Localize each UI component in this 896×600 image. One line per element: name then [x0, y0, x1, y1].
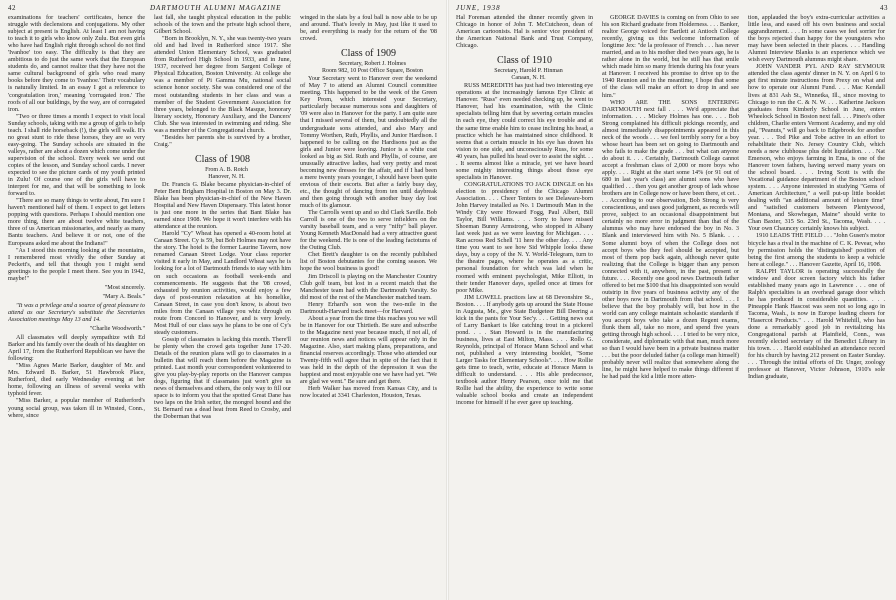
paragraph: examinations for teachers' certificates, hence the struggle with declensions and conjugations. My other subject at present is English. At least I am not having to teach it to girls who know only Zulu. But even girls who have had English right through school do not find 'Ivanhoe' too easy. The difficulty is that they are ambitious to do just the same work that the European students do, and cannot realize that they have not the same cultural background of girls who read many books before they come to 'Ivanhoe.' Their vocabulary is naturally limited. In an essay I got a reference to 'congratulation iron,' meaning 'corrugated iron.' The roofs of all our buildings, by the way, are of corrugated iron. [8, 14, 145, 113]
class-secretary: Secretary, Harold P. Hinman [494, 68, 563, 75]
right-columns [456, 14, 885, 596]
paragraph: JIM LOWELL practices law at 68 Devonshire St., Boston. . . . If anybody gets up around the State House in Augusta, Me., give State Budgeteer Bill Deering a kick in the pants for Your Sec'y. . . . Getting news out of Larry Bankart is like catching trout in a pickerel pond. . . . Stan Howard is in the manufacturing business, lives at East Milton, Mass. . . . Rollo G. Reynolds, principal of Horace Mann School and what not, published a very interesting booklet, "Some Larger Tasks for Elementary Schools". . . . How Rollie gets time to teach, write, educate at Horace Mann is difficult to understand. . . . His able predecessor, textbook author Henry Pearson, once told me that Rollie had the ability, the experience to write some valuable school books and create an independent income for himself if he ever gave up teaching. [456, 293, 593, 407]
paragraph: GEORGE DAVIES is coming on from Ohio to see his son Richard graduate from Holderness. . . . Banker, realtor George voiced for Bartlett at Antioch College recently, giving us this welcome information of longtime Jex: "de la professor of French . . . has never married, and as to his mother died two years ago, he is rather alone in the world, but he still has that smile which made him so many friends during his four years at Hanover. I received his promise to drive up to the 1940 Reunion and in the meantime, I hope that some of the class will make an effort to drop in and see him." [602, 14, 739, 99]
left-masthead: DARTMOUTH ALUMNI MAGAZINE [150, 4, 282, 12]
paragraph: "Besides her parents she is survived by a brother, Craig." [154, 133, 291, 148]
signature-line: "Most sincerely. [104, 283, 145, 291]
paragraph: RUSS MEREDITH has just had two interesting eye operations at the increasingly famous Eye Clinic at Hanover. "Russ" even needed checking up, he went to Hanover, had his examination, with the Clinic specialists telling him that by severing certain muscles in each eye, they could correct his eye trouble and at the same time enable him to cease inclining his head, a practice which he has maintained since childhood. It seems that a certain muscle in his eye has drawn his vision to one side, and unconsciously Russ, for some 40 years, has pulled his head over to assist the sight. . . . It seems almost like a miracle, yet we have heard some mighty interesting things about those eye specialists in Hanover. [456, 82, 593, 181]
paragraph: winged in the slats by a foul ball is now able to be up and around. That's lovely in May, just like it used to be, and everything is ready for the return of the '08 crowd. [300, 14, 437, 43]
paragraph: CONGRATULATIONS TO JACK DINGLE on his election to presidency of the Chicago Alumni Association. . . . Cheer Tenters to see Delaware-born John Harvey installed as No. 1 Dartmouth Man in the Windy City were Howard Fogg, Paul Albert, Bill Taylor, Bill Williams. . . . Sorry to have missed Shoeman Bunny Armstrong, who stopped in Albany last week just as we were leaving for Michigan. . . . Ran across Red Schell '11 here the other day. . . . Any time you want to see how Sid Whipple looks these days, buy a copy of the N. Y. World-Telegram, turn to the theatre pages, where he operates as a critic, personal foundation for which was laid when he roomed with eminent psychologist, Mike Elliott, in their tender Hanover days, spelled once at times for poor Mike. [456, 180, 593, 294]
class-heading-1908: Class of 1908 [195, 153, 250, 165]
left-column-3 [300, 14, 437, 596]
quote-paragraph: "It was a privilege and a source of great pleasure to attend as our Secretary's substitute the Secretaries Association meetings May 13 and 14. [8, 301, 145, 323]
left-page-number: 42 [8, 4, 16, 12]
paragraph: Herb Walker has moved from Kansas City, and is now located at 3341 Charleston, Houston, Texas. [300, 385, 437, 400]
left-columns [8, 14, 437, 596]
paragraph: "Born in Brooklyn, N. Y., she was twenty-two years old and had lived in Rutherford since 1917. She attended Union Elementary School, was graduated from Rutherford High School in 1933, and in June, 1937, received her degree from Sargent College of Physical Education, Boston University. At college she was a member of Pi Gamma Mu, national social science honor society. She was considered one of the most outstanding students in her class and was a member of the Student Government Association for three years, belonged to the Black Masque, honorary literary society, Honorary Auxiliary, and the Dancers' Club. She was interested in swimming and riding. She was a member of the Congregational church. [154, 35, 291, 134]
paragraph: last fall, she taught physical education in the public schools of the town and the private high school there, Gilbert School. [154, 14, 291, 36]
paragraph: "Miss Barker, a popular member of Rutherford's young social group, was taken ill in Winsted, Conn., where, since [8, 397, 145, 419]
paragraph: Henry Erhard's son won the two-mile in the Dartmouth-Harvard track meet—for Harvard. [300, 300, 437, 315]
paragraph: WHO ARE THE SONS ENTERING DARTMOUTH next fall . . . . We'd appreciate that information. . . . Mickey Holmes has one. . . . Bob Strong complained his difficult pickings recently, and almost immediately disappointments appeared in this neck of the woods . . . we feel terribly sorry for a boy whose heart has been set on going to Dartmouth and who fails to make the grade . . . but what can anyone do about it. . . . Certainly, Dartmouth College cannot accept a freshman class of 2,000 or more boys who apply. . . . Right at the start some 14% (or 91 out of 680 in last year's class) are alumni sons who have qualified . . . then you get another group of lads whose brothers are in College now or have been there, et cet. . . . According to our observation, Bob Strong is very conscientious, and uses good judgment, as records will prove, subject to an occasional disappointment but certainly no more error in judgment than that of the alumnus who may have endorsed the boy in No. 3 Blank and interviewed him with No. 5 Blank. . . . Some alumni boys of when the College does not accept boys who they feel should be accepted, but most of them pop back again, although never quite realizing that the College is bigger than any person connected with it, anywhere, in the past, present or future. . . . Recently one good news Dartmouth father offered to bet me $100 that his disappointed son would outstrip in five years of business activity any of the other boys now in Dartmouth from that school. . . . I believe that the boy probably will, but how in the world can any college maintain scholastic standards if you accept boys who take a dozen Regent exams, flunk them all, take no more, and spend five years getting through high school. . . . I tried to be very nice, considerate, and diplomatic with that man, much more so than I would have been in a private business matter . . . but the poor deluded father (a college man himself) probably never will realize that somewhere along the line, he might have helped to make things different if he had paid the kid a little more atten- [602, 98, 739, 381]
paragraph: Chet Brett's daughter is on the recently published list of Boston debutantes for the coming season. We hope the wool business is good! [300, 251, 437, 273]
right-column-3 [748, 14, 885, 596]
paragraph: 1910 LEADS THE FIELD . . . "John Gusen's motor bicycle has a rival in the machine of C. K. Pevear, who by permission holds the 'distinguished' position of being the first among the students to keep a vehicle here at college." . . . Hanover Gazette, April 16, 1908. [748, 232, 885, 268]
paragraph: Harold "Cy" Wheat has opened a 40-room hotel at Canaan Street. Cy is 59, but Bob Holmes may not have the story. The hotel is the former Laurine Tavern, now renamed Canaan Street Lodge. Your class reporter visited it early in May, and Landlord Wheat says he is looking for a lot of Dartmouth friends to stay with him on such occasions as football week-ends and commencements. He suggests that the '08 crowd, exhausted by reunion activities, would enjoy a few days of post-reunion relaxation at his homelike, Canaan Street, in case you don't know, is about two miles from the Canaan village you whiz through en route from Concord to Hanover, and is very lovely. Most Hull of our class says he plans to be one of Cy's steady customers. [154, 230, 291, 336]
class-address: Room 982, 10 Post Office Square, Boston [322, 68, 423, 75]
left-column-2 [154, 14, 291, 596]
paragraph: The Carrolls went up and so did Clark Saville. Bob Carroll is one of the two to serve infielders on the varsity baseball team, and a very "nifty" ball player. Young Kenneth MacDonald had a very attractive guest for the weekend. He is one of the leading factotums of the Outing Club. [300, 209, 437, 252]
paragraph: Your Secretary went to Hanover over the weekend of May 7 to attend an Alumni Council committee meeting. This happened to be the week of the Green Key Prom, which interested your Secretary, particularly because numerous sons and daughters of '09 were also in Hanover for the party. I am quite sure that I missed several of them, but undoubtedly all the undergraduate sons attended, and also Mary and Tommy Worthen, Ruth, Phyllis, and Junior Hardison. I happened to be calling on the Hardisons just as the girls and Junior were leaving. Junior is a white coat looked as big as Sid. Ruth and Phyllis, of course, are unusually attractive ladies, had very pretty and most becoming new dresses for the affair, and if I had been a mere twenty years younger, I should have been quite envious of their escorts. But after a fairly busy day, etc., the thought of dancing from ten until daybreak and then going through with another busy day lost much of its glamour. [300, 75, 437, 210]
paragraph: JOHN VANDER PYL AND RAY SEYMOUR attended the class agents' dinner in N. Y. on April 6 to get first minute instructions from Prexy on what and how to operate our Alumni Fund. . . . Mac Kendall lives at 831 Ash St., Winnetka, Ill., since moving to Chicago to run the C. & N. W. . . . Katherine Jackson graduates from Kimberly School in June, enters Wheelock School in Boston next fall. . . . Pineo's other children, Charlie enters Vermont Academy, and my old pal, "Peanuts," will go back to Edgebrook for another year. . . . Tod Pike and Tobe active in an effort to rehabilitate their No. Jersey Country Club, which needs a new clubhouse plus debt liquidation. . . . Nat Emerson, who enjoys farming in Ema, is one of the Hanover town fathers, having served many years on the school board. . . . Irving Scott is with the Vocational guidance department of the Boston school system. . . . Anyone interested in studying "Gems of American Architecture," a well put-up little booklet dealing with "an additional amount of leisure time" and "satisfied customers between Plentywood, Montana, and Skowhegan, Maine" should write to Chan Baxter, 315 So. 23rd St., Tacoma, Wash. . . . Your own Chauncey certainly knows his subject. [748, 63, 885, 233]
left-column-1 [8, 14, 145, 596]
paragraph: Dr. Francis G. Blake became physician-in-chief of Peter Bent Brigham Hospital in Boston on May 3. Dr. Blake has been physician-in-chief of the New Haven Hospital and New Haven Dispensary. This latest honor is just one more in the series that Bant Blake has earned since 1908. We hope it won't interfere with his attendance at the reunion. [154, 180, 291, 231]
paragraph: Gossip of classmates is lacking this month. There'll be plenty when the crowd gets together June 17-20. Details of the reunion plans will go to classmates in a bulletin that will reach them before the Magazine is printed. Last month your correspondent volunteered to give you play-by-play reports on the Hanover campus dogs, figuring that if classmates just won't give us news of themselves and others, the only way to fill our space is to inform you that the spotted Great Dane has two laps on the Irish setter, the mongrel hound and the St. Bernard ran a dead heat from Reed to Crosby, and the Doberman that was [154, 335, 291, 421]
class-address: Canaan, N. H. [511, 75, 546, 82]
paragraph: About a year from the time this reaches you we will be in Hanover for our Thirtieth. Be sure and subscribe to the Magazine next year because much, if not all, of our reunion news and notices will appear only in the Magazine. Also, start making plans, preparations, and financial reserves accordingly. Those who attended our Twenty-fifth will agree that in spite of the fact that it was held in the depth of the depression it was the happiest and most enjoyable one we have had yet. "We are glad we went." Be sure and get there. [300, 314, 437, 386]
class-address: Hanover, N. H. [208, 173, 245, 180]
paragraph: "There are so many things to write about, I'm sure I haven't mentioned half of them. I expect to get letters popping with questions. Perhaps I should mention one more thing, there are about twelve white teachers, three of us American missionaries, and nearly as many Bantu teachers. And believe it or not, one of the Europeans asked me about the Indians!" [8, 197, 145, 247]
paragraph: tion, applauded the boy's extra-curricular activities a little less, and eased off his own business and social aggrandizement. . . . In some cases we feel sorrier for the boys rejected than happy for the youngsters who may have been selected in their places. . . . Handling Alumni Interview Blanks is an experience which we wish every Dartmouth alumnus might share. [748, 14, 885, 64]
paragraph: "Two or three times a month I expect to visit local Sunday schools, taking with me a group of girls to help teach. I shall ride horseback (!), the girls will walk. It's no great stunt to ride these horses, they are so very easy-going. The Sunday schools are situated in the valleys, rather are about a dozen which come under the supervision of the school. Every week we send out copies of the lesson, and Sunday school cards. I never expected to see the picture cards of my youth printed in Zulu! Of course one of the girls will have to interpret for me, and that will be something to look forward to. [8, 112, 145, 198]
right-column-2 [602, 14, 739, 596]
quote-signature: "Charlie Woodworth." [89, 325, 145, 333]
paragraph: RALPH TAYLOR is operating successfully the window and door screen factory which his father established many years ago in Lawrence . . . one of Ralph's specialties is an overhead garage door which he has produced in considerable quantities. . . . Pineapple Hank Hascost was seen not so long ago in Tacoma, Wash., is now in Europe leading cheers for "Hasercot Products." . . . Harold Whitehill, who has done a remarkably good job in revitalizing his Congregational parish at Plainfield, Conn., was recently elected secretary of the Benedict Library in his town. . . . Harold established an attendance record for his church by having 212 present on Easter Sunday. . . . Through the initial efforts of Dr. Unger, zoology professor at Hanover, Victor Johnson, 1910's sole Indian graduate, [748, 267, 885, 381]
right-page-number: 43 [880, 4, 888, 12]
paragraph: All classmates will deeply sympathize with Ed Barker and his family over the death of his daughter on April 17, from the Rutherford Republican we have the following: [8, 334, 145, 363]
right-masthead: JUNE, 1938 [456, 4, 501, 12]
class-secretary: Secretary, Robert J. Holmes [338, 61, 407, 68]
right-column-1 [456, 14, 593, 596]
class-heading-1910: Class of 1910 [497, 55, 552, 67]
class-secretary: From A. B. Rotch [205, 166, 248, 173]
paragraph: "Miss Agnes Marie Barker, daughter of Mr. and Mrs. Edward B. Barker, 51 Hawbrook Place, Rutherford, died early Wednesday evening at her home, following an illness of several weeks with typhoid fever. [8, 362, 145, 398]
paragraph: Hal Foreman attended the dinner recently given in Chicago in honor of John T. McCutcheon, dean of American cartoonists. Hal is senior vice president of the American National Bank and Trust Company, Chicago. [456, 14, 593, 50]
right-page [448, 0, 896, 600]
signature-name: "Mary A. Beals." [102, 292, 145, 300]
paragraph: "As I stood this morning looking at the mountains, I remembered most vividly the other Sunday at Peckett's, and tell that though you I might send greetings to the people I meet there. See you in 1942, maybe!" [8, 246, 145, 282]
paragraph: Jim Driscoll is playing on the Manchester Country Club golf team, but lost in a recent match that the Manchester team had with the Dartmouth Varsity. So did most of the rest of the Manchester matched team. [300, 272, 437, 301]
class-heading-1909: Class of 1909 [341, 48, 396, 60]
